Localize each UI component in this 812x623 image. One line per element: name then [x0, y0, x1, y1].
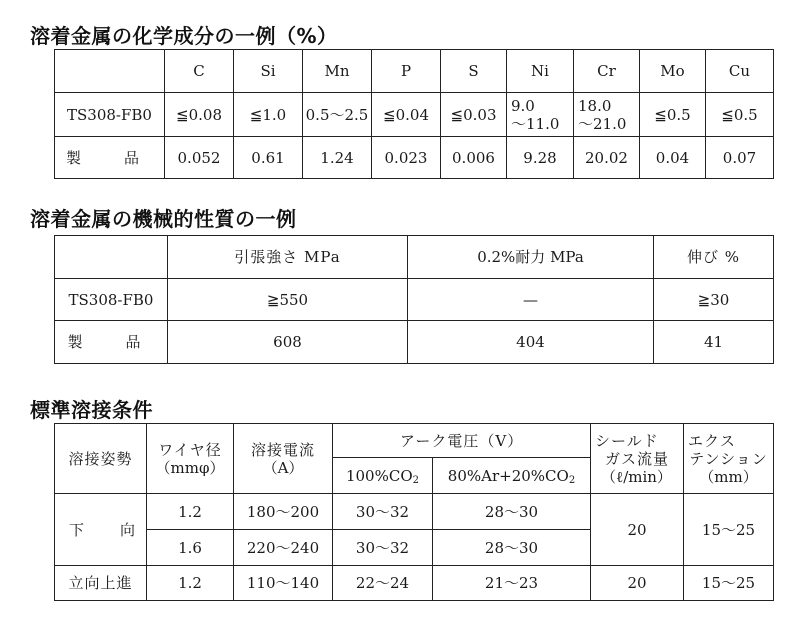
- spec-mo: ≦0.5: [640, 93, 706, 137]
- wire-3: 1.2: [147, 566, 234, 601]
- product-c: 0.052: [165, 137, 234, 179]
- co2-voltage-3: 22～24: [333, 566, 433, 601]
- product-proof: 404: [408, 321, 654, 364]
- extension-unit: （mm）: [699, 467, 758, 486]
- spec-elongation: ≧30: [654, 279, 774, 321]
- current-2: 220～240: [234, 530, 333, 566]
- vertical-gas-flow: 20: [591, 566, 684, 601]
- mechanical-title: 溶着金属の機械的性質の一例: [30, 207, 297, 231]
- product-label: 製 品: [55, 321, 168, 364]
- spec-proof: —: [408, 279, 654, 321]
- extension-label-1: エクス: [688, 431, 736, 450]
- position-vertical-up: 立向上進: [55, 566, 147, 601]
- header-position: 溶接姿勢: [55, 424, 147, 494]
- product-mn: 1.24: [303, 137, 372, 179]
- co2-voltage-2: 30～32: [333, 530, 433, 566]
- wire-diameter-unit: （mmφ）: [155, 458, 225, 477]
- product-cr: 20.02: [574, 137, 640, 179]
- header-proof: 0.2%耐力 MPa: [408, 236, 654, 279]
- header-p: P: [372, 50, 441, 93]
- welding-table: [54, 423, 774, 601]
- product-p: 0.023: [372, 137, 441, 179]
- product-ni: 9.28: [507, 137, 574, 179]
- mix-voltage-2: 28～30: [433, 530, 591, 566]
- product-s: 0.006: [441, 137, 507, 179]
- flat-extension: 15～25: [684, 494, 774, 566]
- co2-subscript: 2: [412, 474, 420, 486]
- wire-diameter-label: ワイヤ径: [158, 440, 222, 459]
- spec-ni: 9.0 ～11.0: [507, 93, 574, 137]
- current-label: 溶接電流: [250, 440, 315, 459]
- header-si: Si: [234, 50, 303, 93]
- current-3: 110～140: [234, 566, 333, 601]
- header-current: [234, 424, 333, 494]
- vertical-extension: 15～25: [684, 566, 774, 601]
- table-row: [55, 566, 774, 601]
- spec-label: TS308-FB0: [55, 93, 165, 137]
- product-mo: 0.04: [640, 137, 706, 179]
- spec-cr: 18.0 ～21.0: [574, 93, 640, 137]
- spec-si: ≦1.0: [234, 93, 303, 137]
- header-blank-cell: [55, 50, 165, 93]
- product-si: 0.61: [234, 137, 303, 179]
- header-ar-mix: [433, 458, 591, 494]
- table-row: [55, 137, 774, 179]
- shield-gas-label-2: ガス流量: [605, 449, 670, 468]
- welding-title: 標準溶接条件: [30, 398, 153, 422]
- flat-label-1: 下: [69, 520, 85, 539]
- ar-mix-text: 80%Ar+20%CO: [447, 466, 569, 485]
- table-row: [55, 494, 774, 530]
- composition-title: 溶着金属の化学成分の一例（%）: [30, 24, 338, 48]
- wire-2: 1.6: [147, 530, 234, 566]
- table-row: [55, 321, 774, 364]
- shield-gas-label-1: シールド: [595, 431, 659, 450]
- spec-s: ≦0.03: [441, 93, 507, 137]
- header-extension: [684, 424, 774, 494]
- composition-table: [54, 49, 774, 179]
- position-flat: [55, 494, 147, 566]
- mix-voltage-3: 21～23: [433, 566, 591, 601]
- extension-label-2: テンション: [689, 449, 768, 468]
- current-unit: （A）: [262, 458, 304, 477]
- spec-label: TS308-FB0: [55, 279, 168, 321]
- header-cr: Cr: [574, 50, 640, 93]
- header-s: S: [441, 50, 507, 93]
- header-co2: [333, 458, 433, 494]
- header-shield-gas: [591, 424, 684, 494]
- header-wire-diameter: [147, 424, 234, 494]
- header-ni: Ni: [507, 50, 574, 93]
- table-row: [55, 93, 774, 137]
- spec-p: ≦0.04: [372, 93, 441, 137]
- header-mo: Mo: [640, 50, 706, 93]
- product-tensile: 608: [168, 321, 408, 364]
- product-elongation: 41: [654, 321, 774, 364]
- spec-tensile: ≧550: [168, 279, 408, 321]
- header-tensile: 引張強さ MPa: [168, 236, 408, 279]
- header-blank-cell: [55, 236, 168, 279]
- product-label: 製 品: [55, 137, 165, 179]
- mix-voltage-1: 28～30: [433, 494, 591, 530]
- header-elongation: 伸び %: [654, 236, 774, 279]
- current-1: 180～200: [234, 494, 333, 530]
- mechanical-table: [54, 235, 774, 364]
- spec-cu: ≦0.5: [706, 93, 774, 137]
- header-mn: Mn: [303, 50, 372, 93]
- product-cu: 0.07: [706, 137, 774, 179]
- co2-text: 100%CO: [345, 466, 413, 485]
- table-row: [55, 279, 774, 321]
- header-c: C: [165, 50, 234, 93]
- co2-voltage-1: 30～32: [333, 494, 433, 530]
- spec-c: ≦0.08: [165, 93, 234, 137]
- ar-mix-subscript: 2: [568, 474, 576, 486]
- shield-gas-unit: （ℓ/min）: [601, 467, 672, 486]
- spec-mn: 0.5～2.5: [303, 93, 372, 137]
- flat-label-2: 向: [120, 520, 136, 539]
- wire-1: 1.2: [147, 494, 234, 530]
- flat-gas-flow: 20: [591, 494, 684, 566]
- header-cu: Cu: [706, 50, 774, 93]
- header-arc-voltage: アーク電圧（V）: [333, 424, 591, 458]
